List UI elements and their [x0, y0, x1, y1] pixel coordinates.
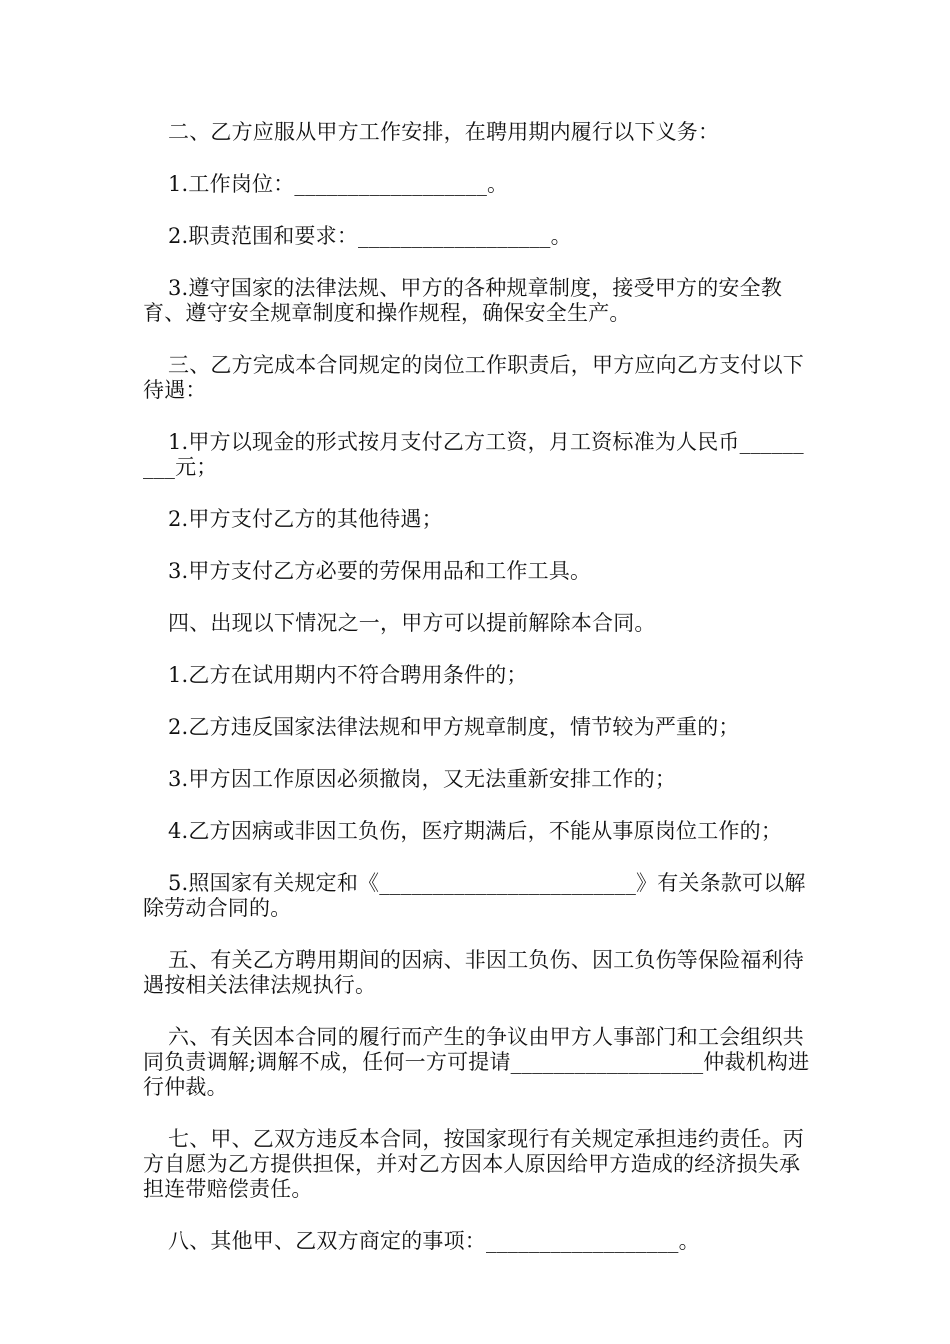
section-7-paragraph: 七、甲、乙双方违反本合同，按国家现行有关规定承担违约责任。丙方自愿为乙方提供担保，并对乙方因本人原因给甲方造成的经济损失承担连带赔偿责任。	[143, 1127, 804, 1201]
termination-item-5: 5.照国家有关规定和《________________________》有关条款可以解除劳动合同的。	[143, 871, 806, 920]
benefit-item-2: 2.甲方支付乙方的其他待遇；	[168, 507, 443, 531]
termination-item-1: 1.乙方在试用期内不符合聘用条件的；	[168, 663, 528, 687]
termination-item-3: 3.甲方因工作原因必须撤岗，又无法重新安排工作的；	[168, 767, 677, 791]
section-4-heading: 四、出现以下情况之一，甲方可以提前解除本合同。	[168, 611, 656, 635]
duty-item-1: 1.工作岗位：__________________。	[168, 172, 509, 196]
section-2-heading: 二、乙方应服从甲方工作安排，在聘用期内履行以下义务：	[168, 120, 720, 144]
duty-item-3: 3.遵守国家的法律法规、甲方的各种规章制度，接受甲方的安全教育、遵守安全规章制度和操作规程，确保安全生产。	[143, 276, 783, 325]
termination-item-2: 2.乙方违反国家法律法规和甲方规章制度，情节较为严重的；	[168, 715, 740, 739]
section-6-paragraph: 六、有关因本合同的履行而产生的争议由甲方人事部门和工会组织共同负责调解;调解不成，任何一方可提请__________________仲裁机构进行仲裁。	[143, 1025, 810, 1099]
section-8-paragraph: 八、其他甲、乙双方商定的事项：__________________。	[168, 1229, 700, 1253]
benefit-item-3: 3.甲方支付乙方必要的劳保用品和工作工具。	[168, 559, 592, 583]
duty-item-2: 2.职责范围和要求：__________________。	[168, 224, 572, 248]
section-3-heading: 三、乙方完成本合同规定的岗位工作职责后，甲方应向乙方支付以下待遇：	[143, 353, 804, 402]
termination-item-4: 4.乙方因病或非因工负伤，医疗期满后，不能从事原岗位工作的；	[168, 819, 783, 843]
contract-page	[143, 120, 811, 1281]
section-5-paragraph: 五、有关乙方聘用期间的因病、非因工负伤、因工负伤等保险福利待遇按相关法律法规执行。	[143, 948, 804, 997]
benefit-item-1: 1.甲方以现金的形式按月支付乙方工资，月工资标准为人民币_________元；	[143, 430, 804, 479]
